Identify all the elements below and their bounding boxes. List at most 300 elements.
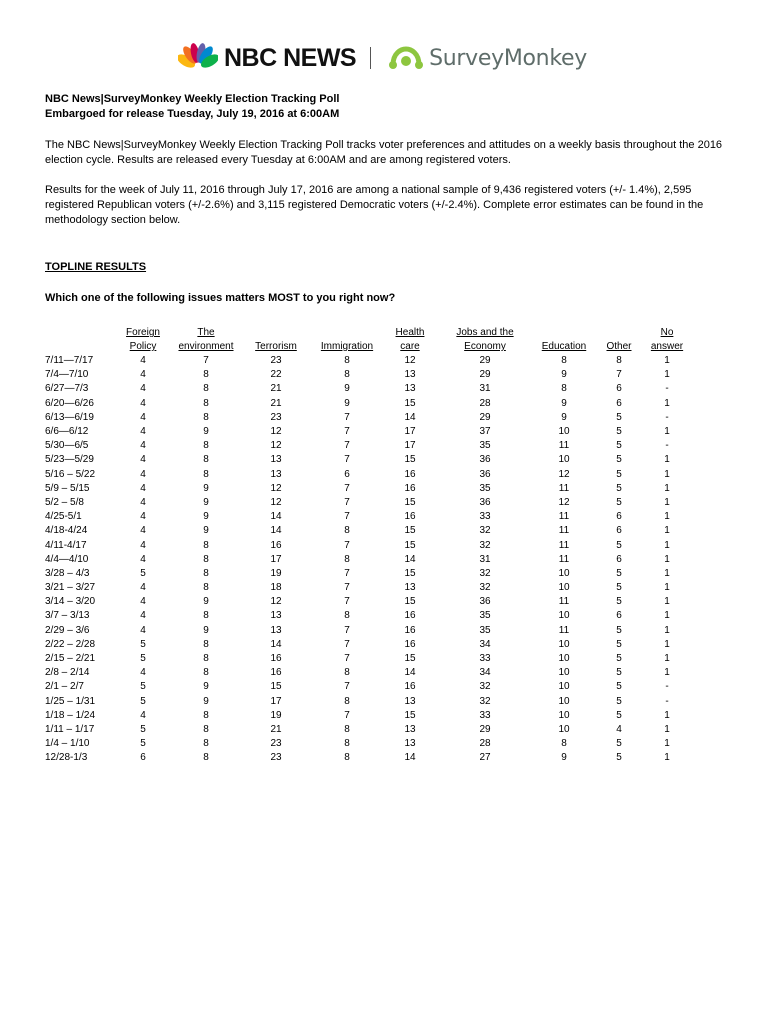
table-cell: 8 — [203, 454, 209, 466]
table-cell: 1 — [664, 667, 670, 679]
table-cell: 11 — [558, 482, 570, 494]
week-label: 2/22 – 2/28 — [45, 638, 96, 650]
table-cell: 4 — [140, 610, 146, 622]
table-cell: 6 — [616, 610, 622, 622]
table-cell: 9 — [203, 681, 209, 693]
table-cell: 1 — [664, 624, 670, 636]
table-row — [45, 425, 691, 439]
table-cell: 8 — [203, 468, 209, 480]
table-cell: 8 — [203, 397, 209, 409]
table-cell: 1 — [664, 723, 670, 735]
column-header-line: The — [197, 327, 215, 338]
column-header-line: Health — [395, 327, 425, 338]
table-cell: 4 — [140, 411, 146, 423]
table-cell: 5 — [616, 667, 622, 679]
table-cell: 9 — [561, 397, 567, 409]
table-cell: 13 — [404, 738, 416, 750]
table-cell: 4 — [140, 383, 146, 395]
surveymonkey-logo-text: SurveyMonkey — [429, 45, 587, 71]
table-cell: 1 — [664, 752, 670, 764]
table-cell: 16 — [404, 638, 416, 650]
table-cell: 7 — [344, 440, 350, 452]
table-cell: 8 — [344, 525, 350, 537]
table-cell: 5 — [616, 426, 622, 438]
week-label: 2/15 – 2/21 — [45, 653, 96, 665]
table-cell: 36 — [479, 496, 491, 508]
column-header — [115, 324, 171, 354]
table-cell: 22 — [270, 369, 282, 381]
column-header-line: Other — [606, 341, 632, 352]
table-cell: 32 — [479, 525, 491, 537]
table-cell: 13 — [404, 582, 416, 594]
column-header-line: Foreign — [126, 327, 160, 338]
table-row — [45, 581, 691, 595]
table-cell: - — [665, 411, 669, 423]
table-cell: 13 — [270, 468, 282, 480]
table-cell: 7 — [344, 426, 350, 438]
table-row — [45, 368, 691, 382]
table-body — [45, 354, 691, 765]
table-cell: 1 — [664, 653, 670, 665]
table-cell: 8 — [616, 355, 622, 367]
week-label: 3/7 – 3/13 — [45, 610, 90, 622]
table-cell: 31 — [479, 383, 491, 395]
table-cell: 32 — [479, 582, 491, 594]
question-text: Which one of the following issues matters MOST to you right now? — [45, 292, 396, 304]
table-cell: 5 — [616, 695, 622, 707]
table-cell: 13 — [270, 454, 282, 466]
week-label: 4/11-4/17 — [45, 539, 87, 551]
table-cell: 36 — [479, 454, 491, 466]
table-cell: 32 — [479, 567, 491, 579]
table-cell: 9 — [203, 511, 209, 523]
table-cell: 8 — [344, 723, 350, 735]
table-row — [45, 624, 691, 638]
table-cell: 5 — [616, 596, 622, 608]
table-cell: 6 — [616, 553, 622, 565]
week-label: 1/4 – 1/10 — [45, 738, 90, 750]
table-cell: 13 — [270, 624, 282, 636]
table-cell: 6 — [344, 468, 350, 480]
table-cell: 23 — [270, 738, 282, 750]
table-cell: 12 — [270, 426, 282, 438]
table-cell: 8 — [203, 653, 209, 665]
column-header — [643, 324, 691, 354]
table-cell: 14 — [270, 638, 282, 650]
table-cell: 4 — [140, 355, 146, 367]
table-row — [45, 652, 691, 666]
table-cell: 21 — [270, 383, 282, 395]
table-cell: 7 — [344, 624, 350, 636]
table-cell: 1 — [664, 454, 670, 466]
table-cell: 1 — [664, 525, 670, 537]
table-cell: 8 — [203, 667, 209, 679]
document-body — [45, 92, 725, 306]
table-cell: 17 — [404, 426, 416, 438]
table-cell: 10 — [558, 723, 570, 735]
table-cell: 37 — [479, 426, 491, 438]
table-cell: 13 — [404, 723, 416, 735]
table-cell: 7 — [344, 511, 350, 523]
table-cell: 23 — [270, 752, 282, 764]
table-row — [45, 751, 691, 765]
table-row — [45, 638, 691, 652]
week-label: 6/6—6/12 — [45, 426, 89, 438]
table-cell: 7 — [344, 582, 350, 594]
table-cell: 1 — [664, 582, 670, 594]
table-row — [45, 709, 691, 723]
table-cell: 33 — [479, 511, 491, 523]
table-cell: 9 — [561, 411, 567, 423]
table-cell: 7 — [344, 653, 350, 665]
table-cell: 10 — [558, 709, 570, 721]
sample-paragraph: Results for the week of July 11, 2016 through July 17, 2016 are among a national sample of 9,436 registered voters (+/- 1.4%), 2,595 registered Republican voters (+/-2.6%) and 3,115 registered Democratic voters (+/-2.4%). Complete error estimates can be found in the methodology section below. — [45, 184, 704, 226]
column-header-line: Jobs and the — [456, 327, 514, 338]
table-cell: 7 — [344, 496, 350, 508]
table-cell: 17 — [270, 553, 282, 565]
table-row — [45, 468, 691, 482]
table-cell: 35 — [479, 624, 491, 636]
table-cell: 5 — [616, 624, 622, 636]
table-cell: 16 — [270, 653, 282, 665]
table-cell: 8 — [203, 752, 209, 764]
table-cell: 29 — [479, 355, 491, 367]
table-cell: 5 — [616, 454, 622, 466]
table-row — [45, 553, 691, 567]
table-cell: 8 — [203, 738, 209, 750]
table-cell: 7 — [344, 539, 350, 551]
table-cell: 14 — [404, 411, 416, 423]
table-cell: 5 — [140, 638, 146, 650]
table-cell: 4 — [140, 440, 146, 452]
table-row — [45, 482, 691, 496]
table-row — [45, 567, 691, 581]
table-cell: 11 — [558, 440, 570, 452]
table-cell: 19 — [270, 709, 282, 721]
table-cell: 34 — [479, 638, 491, 650]
table-cell: 8 — [203, 610, 209, 622]
table-cell: 10 — [558, 695, 570, 707]
table-cell: 5 — [616, 582, 622, 594]
column-header-line: Education — [541, 341, 587, 352]
table-cell: 8 — [203, 440, 209, 452]
surveymonkey-mark-icon — [389, 45, 423, 71]
week-label: 2/1 – 2/7 — [45, 681, 84, 693]
table-row — [45, 453, 691, 467]
table-row — [45, 723, 691, 737]
table-cell: 8 — [344, 369, 350, 381]
table-cell: 5 — [616, 638, 622, 650]
table-cell: 23 — [270, 411, 282, 423]
table-cell: 4 — [140, 553, 146, 565]
table-cell: 34 — [479, 667, 491, 679]
table-row — [45, 411, 691, 425]
table-cell: 10 — [558, 610, 570, 622]
table-cell: 4 — [140, 596, 146, 608]
column-header — [437, 324, 533, 354]
table-cell: 5 — [616, 482, 622, 494]
table-cell: - — [665, 695, 669, 707]
table-cell: 16 — [270, 667, 282, 679]
table-cell: 12 — [558, 496, 570, 508]
column-header-line: environment — [178, 341, 234, 352]
table-cell: 1 — [664, 397, 670, 409]
table-cell: 6 — [616, 525, 622, 537]
table-cell: 8 — [344, 610, 350, 622]
embargo-line: Embargoed for release Tuesday, July 19, 2016 at 6:00AM — [45, 108, 340, 120]
column-header-line: care — [400, 341, 420, 352]
table-cell: 4 — [140, 582, 146, 594]
nbc-news-logo-text: NBC NEWS — [224, 43, 357, 72]
table-cell: 5 — [616, 709, 622, 721]
column-header — [383, 324, 437, 354]
logo-divider — [370, 47, 371, 69]
table-cell: - — [665, 681, 669, 693]
table-cell: 17 — [270, 695, 282, 707]
table-cell: 35 — [479, 482, 491, 494]
table-cell: 1 — [664, 553, 670, 565]
table-cell: 16 — [404, 482, 416, 494]
column-header — [241, 324, 311, 354]
table-cell: 1 — [664, 426, 670, 438]
table-cell: 29 — [479, 411, 491, 423]
table-cell: 8 — [203, 383, 209, 395]
column-header-line: Immigration — [320, 341, 374, 352]
week-label: 3/14 – 3/20 — [45, 596, 96, 608]
column-header — [311, 324, 383, 354]
table-cell: 7 — [344, 482, 350, 494]
table-cell: 12 — [558, 468, 570, 480]
table-cell: 1 — [664, 596, 670, 608]
table-cell: 1 — [664, 482, 670, 494]
table-cell: 10 — [558, 582, 570, 594]
table-cell: 35 — [479, 610, 491, 622]
table-cell: 7 — [616, 369, 622, 381]
table-cell: 16 — [404, 468, 416, 480]
table-cell: 5 — [140, 681, 146, 693]
column-header — [533, 324, 595, 354]
table-cell: 1 — [664, 539, 670, 551]
table-cell: 6 — [616, 397, 622, 409]
table-cell: 35 — [479, 440, 491, 452]
table-cell: 4 — [140, 539, 146, 551]
table-cell: 9 — [344, 383, 350, 395]
table-cell: 5 — [140, 695, 146, 707]
table-cell: 36 — [479, 596, 491, 608]
column-header — [171, 324, 241, 354]
table-cell: 4 — [140, 468, 146, 480]
table-cell: 7 — [344, 411, 350, 423]
table-row — [45, 595, 691, 609]
table-cell: 32 — [479, 695, 491, 707]
week-label: 7/11—7/17 — [45, 355, 94, 367]
table-cell: 12 — [404, 355, 416, 367]
table-cell: 14 — [270, 511, 282, 523]
table-cell: 15 — [404, 596, 416, 608]
table-cell: 5 — [616, 468, 622, 480]
table-row — [45, 538, 691, 552]
table-cell: 10 — [558, 567, 570, 579]
table-cell: 19 — [270, 567, 282, 579]
column-header-line: Terrorism — [255, 341, 297, 352]
column-header-line: Policy — [129, 341, 157, 352]
table-cell: 15 — [404, 496, 416, 508]
table-cell: 13 — [404, 369, 416, 381]
table-cell: 4 — [140, 454, 146, 466]
table-cell: 16 — [270, 539, 282, 551]
table-cell: 1 — [664, 355, 670, 367]
nbc-peacock-icon — [178, 43, 218, 73]
table-cell: 8 — [203, 539, 209, 551]
table-cell: 8 — [203, 567, 209, 579]
table-cell: 15 — [404, 539, 416, 551]
table-cell: 7 — [344, 567, 350, 579]
intro-paragraph: The NBC News|SurveyMonkey Weekly Election Tracking Poll tracks voter preferences and attitudes on a weekly basis throughout the 2016 election cycle. Results are released every Tuesday at 6:00AM and are among registered voters. — [45, 139, 723, 166]
table-cell: 8 — [344, 355, 350, 367]
table-row — [45, 397, 691, 411]
table-cell: 5 — [616, 653, 622, 665]
table-cell: 10 — [558, 426, 570, 438]
week-label: 7/4—7/10 — [45, 369, 89, 381]
table-cell: - — [665, 440, 669, 452]
table-cell: 4 — [140, 709, 146, 721]
table-cell: 4 — [140, 624, 146, 636]
header-logos — [178, 40, 588, 76]
table-cell: 5 — [140, 567, 146, 579]
topline-heading: TOPLINE RESULTS — [45, 261, 147, 273]
table-row — [45, 666, 691, 680]
table-cell: 13 — [404, 383, 416, 395]
table-cell: 7 — [344, 709, 350, 721]
week-label: 4/18-4/24 — [45, 525, 88, 537]
week-label: 6/20—6/26 — [45, 397, 94, 409]
table-cell: 32 — [479, 539, 491, 551]
table-cell: 12 — [270, 482, 282, 494]
week-label: 5/30—6/5 — [45, 440, 89, 452]
column-header-line: answer — [650, 341, 684, 352]
table-cell: 5 — [616, 567, 622, 579]
table-cell: - — [665, 383, 669, 395]
week-label: 1/11 – 1/17 — [45, 723, 95, 735]
table-cell: 12 — [270, 496, 282, 508]
table-row — [45, 680, 691, 694]
table-cell: 4 — [140, 369, 146, 381]
table-cell: 15 — [404, 397, 416, 409]
table-row — [45, 609, 691, 623]
table-cell: 14 — [404, 752, 416, 764]
table-cell: 28 — [479, 397, 491, 409]
table-row — [45, 737, 691, 751]
week-label: 4/25-5/1 — [45, 511, 82, 523]
table-cell: 13 — [270, 610, 282, 622]
table-cell: 12 — [270, 596, 282, 608]
table-cell: 7 — [344, 681, 350, 693]
table-cell: 16 — [404, 681, 416, 693]
table-cell: 33 — [479, 709, 491, 721]
table-cell: 27 — [479, 752, 491, 764]
table-cell: 9 — [203, 426, 209, 438]
table-cell: 4 — [140, 496, 146, 508]
column-header — [45, 324, 115, 354]
table-row — [45, 439, 691, 453]
week-label: 5/9 – 5/15 — [45, 482, 90, 494]
table-row — [45, 354, 691, 368]
table-cell: 7 — [203, 355, 209, 367]
table-header-row — [45, 324, 691, 354]
table-cell: 33 — [479, 653, 491, 665]
doc-title: NBC News|SurveyMonkey Weekly Election Tracking Poll — [45, 93, 340, 105]
table-cell: 10 — [558, 681, 570, 693]
table-cell: 36 — [479, 468, 491, 480]
week-label: 3/28 – 4/3 — [45, 567, 90, 579]
table-cell: 5 — [616, 539, 622, 551]
table-cell: 14 — [404, 553, 416, 565]
table-cell: 9 — [203, 624, 209, 636]
table-cell: 8 — [203, 411, 209, 423]
table-cell: 7 — [344, 596, 350, 608]
table-cell: 21 — [270, 723, 282, 735]
table-cell: 15 — [270, 681, 282, 693]
week-label: 5/2 – 5/8 — [45, 496, 84, 508]
table-cell: 9 — [203, 596, 209, 608]
table-cell: 32 — [479, 681, 491, 693]
table-cell: 15 — [404, 525, 416, 537]
table-row — [45, 496, 691, 510]
table-cell: 7 — [344, 454, 350, 466]
table-cell: 11 — [558, 624, 570, 636]
table-cell: 1 — [664, 468, 670, 480]
table-cell: 4 — [140, 667, 146, 679]
table-cell: 4 — [140, 482, 146, 494]
table-cell: 23 — [270, 355, 282, 367]
table-cell: 1 — [664, 511, 670, 523]
table-row — [45, 695, 691, 709]
table-cell: 4 — [140, 397, 146, 409]
table-cell: 9 — [203, 482, 209, 494]
table-cell: 8 — [344, 553, 350, 565]
table-cell: 8 — [344, 752, 350, 764]
table-cell: 12 — [270, 440, 282, 452]
table-cell: 8 — [203, 582, 209, 594]
table-cell: 1 — [664, 638, 670, 650]
table-cell: 10 — [558, 638, 570, 650]
table-row — [45, 510, 691, 524]
table-cell: 29 — [479, 723, 491, 735]
week-label: 4/4—4/10 — [45, 553, 89, 565]
table-cell: 10 — [558, 653, 570, 665]
column-header-line: No — [660, 327, 674, 338]
week-label: 1/25 – 1/31 — [45, 695, 96, 707]
table-cell: 9 — [561, 369, 567, 381]
table-row — [45, 524, 691, 538]
table-cell: 5 — [616, 496, 622, 508]
table-cell: 6 — [140, 752, 146, 764]
table-cell: 15 — [404, 709, 416, 721]
table-cell: 5 — [616, 752, 622, 764]
table-cell: 9 — [203, 695, 209, 707]
table-cell: 1 — [664, 567, 670, 579]
table-cell: 5 — [616, 440, 622, 452]
table-cell: 14 — [404, 667, 416, 679]
column-header-line: Economy — [464, 341, 506, 352]
table-cell: 8 — [203, 638, 209, 650]
table-cell: 31 — [479, 553, 491, 565]
table-cell: 8 — [203, 723, 209, 735]
table-cell: 1 — [664, 709, 670, 721]
table-cell: 15 — [404, 653, 416, 665]
table-cell: 11 — [558, 511, 570, 523]
week-label: 5/16 – 5/22 — [45, 468, 96, 480]
